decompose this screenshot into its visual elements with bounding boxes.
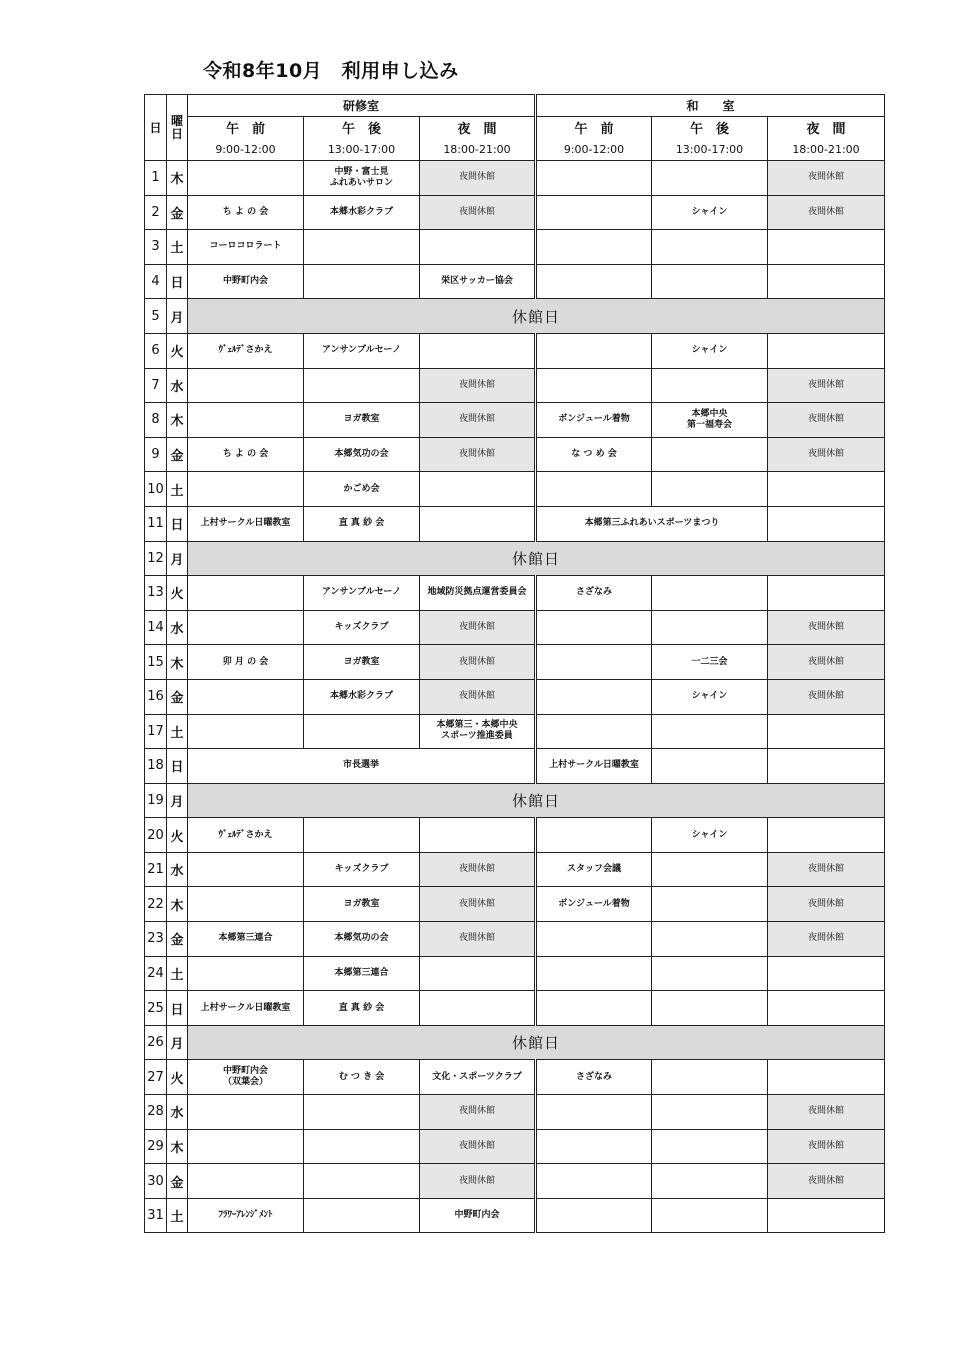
day-number: 7 bbox=[145, 368, 167, 403]
booking-cell bbox=[188, 576, 304, 611]
booking-cell bbox=[652, 368, 768, 403]
day-row bbox=[145, 922, 885, 957]
booking-cell bbox=[652, 749, 768, 784]
booking-cell bbox=[768, 576, 885, 611]
slot-header: 午 前 bbox=[536, 117, 652, 139]
booking-cell bbox=[536, 818, 652, 853]
booking-cell bbox=[304, 368, 420, 403]
booking-cell bbox=[188, 472, 304, 507]
weekday: 月 bbox=[167, 1025, 188, 1060]
booking-cell bbox=[652, 576, 768, 611]
day-number: 26 bbox=[145, 1025, 167, 1060]
day-row bbox=[145, 333, 885, 368]
booking-cell: 栄区サッカー協会 bbox=[420, 264, 536, 299]
day-number: 31 bbox=[145, 1198, 167, 1233]
night-closed-cell: 夜間休館 bbox=[420, 161, 536, 196]
booking-cell: 中野・富士見 ふれあいサロン bbox=[304, 161, 420, 196]
booking-cell: 直 真 紗 会 bbox=[304, 506, 420, 541]
weekday: 水 bbox=[167, 368, 188, 403]
booking-cell: 中野町内会 bbox=[420, 1198, 536, 1233]
booking-cell: ｳﾞｪﾙﾃﾞさかえ bbox=[188, 818, 304, 853]
slot-header: 午 後 bbox=[652, 117, 768, 139]
booking-cell: む つ き 会 bbox=[304, 1060, 420, 1095]
day-number: 4 bbox=[145, 264, 167, 299]
day-number: 15 bbox=[145, 645, 167, 680]
day-row bbox=[145, 264, 885, 299]
day-row bbox=[145, 437, 885, 472]
booking-cell: ち よ の 会 bbox=[188, 437, 304, 472]
day-row bbox=[145, 230, 885, 265]
day-row bbox=[145, 195, 885, 230]
booking-cell bbox=[652, 230, 768, 265]
night-closed-cell: 夜間休館 bbox=[768, 1095, 885, 1130]
night-closed-cell: 夜間休館 bbox=[420, 403, 536, 438]
day-row bbox=[145, 852, 885, 887]
day-row bbox=[145, 541, 885, 576]
day-row bbox=[145, 1198, 885, 1233]
booking-cell bbox=[768, 472, 885, 507]
night-closed-cell: 夜間休館 bbox=[420, 437, 536, 472]
day-number: 13 bbox=[145, 576, 167, 611]
day-row bbox=[145, 1025, 885, 1060]
weekday: 日 bbox=[167, 264, 188, 299]
booking-cell: 本郷中央 第一福寿会 bbox=[652, 403, 768, 438]
booking-cell bbox=[768, 749, 885, 784]
day-row bbox=[145, 714, 885, 749]
booking-cell: 本郷水彩クラブ bbox=[304, 195, 420, 230]
booking-cell: ﾌﾗﾜｰｱﾚﾝｼﾞﾒﾝﾄ bbox=[188, 1198, 304, 1233]
weekday: 土 bbox=[167, 1198, 188, 1233]
booking-cell bbox=[420, 472, 536, 507]
booking-cell bbox=[304, 818, 420, 853]
booking-cell bbox=[304, 1164, 420, 1199]
night-closed-cell: 夜間休館 bbox=[768, 887, 885, 922]
day-row bbox=[145, 991, 885, 1026]
day-row bbox=[145, 1164, 885, 1199]
booking-cell: シャイン bbox=[652, 195, 768, 230]
room-header-kenshu: 研修室 bbox=[188, 95, 536, 117]
night-closed-cell: 夜間休館 bbox=[420, 610, 536, 645]
weekday: 月 bbox=[167, 783, 188, 818]
closed-day-cell: 休館日 bbox=[188, 541, 885, 576]
booking-cell bbox=[188, 956, 304, 991]
booking-cell bbox=[768, 230, 885, 265]
day-number: 29 bbox=[145, 1129, 167, 1164]
day-row bbox=[145, 1095, 885, 1130]
weekday: 木 bbox=[167, 161, 188, 196]
booking-cell bbox=[652, 1198, 768, 1233]
night-closed-cell: 夜間休館 bbox=[420, 1095, 536, 1130]
day-row bbox=[145, 783, 885, 818]
booking-cell bbox=[420, 506, 536, 541]
booking-cell: コーロコロラート bbox=[188, 230, 304, 265]
booking-cell bbox=[536, 472, 652, 507]
booking-cell: ち よ の 会 bbox=[188, 195, 304, 230]
day-number: 3 bbox=[145, 230, 167, 265]
booking-cell: 一二三会 bbox=[652, 645, 768, 680]
room-header-washitsu: 和 室 bbox=[536, 95, 885, 117]
day-number: 28 bbox=[145, 1095, 167, 1130]
weekday: 金 bbox=[167, 437, 188, 472]
night-closed-cell: 夜間休館 bbox=[420, 195, 536, 230]
booking-cell bbox=[188, 403, 304, 438]
booking-cell bbox=[304, 230, 420, 265]
booking-cell: ｳﾞｪﾙﾃﾞさかえ bbox=[188, 333, 304, 368]
day-row bbox=[145, 1129, 885, 1164]
booking-cell bbox=[188, 368, 304, 403]
day-row bbox=[145, 576, 885, 611]
booking-cell: アンサンブルセーノ bbox=[304, 576, 420, 611]
booking-cell: ボンジュール着物 bbox=[536, 887, 652, 922]
booking-cell bbox=[188, 161, 304, 196]
booking-cell: 本郷第三連合 bbox=[188, 922, 304, 957]
day-number: 10 bbox=[145, 472, 167, 507]
day-row bbox=[145, 679, 885, 714]
weekday: 日 bbox=[167, 749, 188, 784]
weekday: 木 bbox=[167, 645, 188, 680]
day-row bbox=[145, 887, 885, 922]
booking-cell: シャイン bbox=[652, 818, 768, 853]
booking-cell bbox=[652, 1095, 768, 1130]
booking-cell bbox=[652, 991, 768, 1026]
time-header: 9:00-12:00 bbox=[188, 138, 304, 161]
booking-cell: スタッフ会議 bbox=[536, 852, 652, 887]
day-number: 17 bbox=[145, 714, 167, 749]
booking-cell bbox=[536, 1198, 652, 1233]
day-number: 1 bbox=[145, 161, 167, 196]
booking-cell bbox=[536, 610, 652, 645]
booking-cell bbox=[536, 1129, 652, 1164]
weekday: 金 bbox=[167, 195, 188, 230]
night-closed-cell: 夜間休館 bbox=[768, 195, 885, 230]
day-number: 18 bbox=[145, 749, 167, 784]
booking-cell bbox=[536, 645, 652, 680]
night-closed-cell: 夜間休館 bbox=[420, 852, 536, 887]
booking-cell bbox=[188, 1164, 304, 1199]
day-row bbox=[145, 472, 885, 507]
booking-cell: 本郷第三連合 bbox=[304, 956, 420, 991]
booking-cell bbox=[304, 1198, 420, 1233]
day-row bbox=[145, 610, 885, 645]
booking-cell bbox=[420, 333, 536, 368]
booking-cell bbox=[304, 1095, 420, 1130]
day-number: 30 bbox=[145, 1164, 167, 1199]
night-closed-cell: 夜間休館 bbox=[420, 1164, 536, 1199]
booking-cell bbox=[652, 437, 768, 472]
schedule-table bbox=[144, 94, 885, 1233]
booking-cell: ヨガ教室 bbox=[304, 887, 420, 922]
weekday: 木 bbox=[167, 1129, 188, 1164]
booking-cell: 本郷水彩クラブ bbox=[304, 679, 420, 714]
booking-cell bbox=[188, 887, 304, 922]
booking-cell bbox=[420, 230, 536, 265]
day-number: 22 bbox=[145, 887, 167, 922]
booking-cell: 市長選挙 bbox=[188, 749, 536, 784]
booking-cell bbox=[536, 264, 652, 299]
closed-day-cell: 休館日 bbox=[188, 1025, 885, 1060]
booking-cell: シャイン bbox=[652, 333, 768, 368]
day-number: 25 bbox=[145, 991, 167, 1026]
day-row bbox=[145, 506, 885, 541]
booking-cell bbox=[188, 679, 304, 714]
booking-cell bbox=[536, 333, 652, 368]
booking-cell bbox=[536, 230, 652, 265]
day-row bbox=[145, 749, 885, 784]
booking-cell: ボンジュール着物 bbox=[536, 403, 652, 438]
time-header: 13:00-17:00 bbox=[304, 138, 420, 161]
booking-cell: 本郷第三・本郷中央 スポーツ推進委員 bbox=[420, 714, 536, 749]
booking-cell: 中野町内会 bbox=[188, 264, 304, 299]
booking-cell bbox=[652, 610, 768, 645]
booking-cell bbox=[536, 1164, 652, 1199]
booking-cell: かごめ会 bbox=[304, 472, 420, 507]
booking-cell: 地域防災拠点運営委員会 bbox=[420, 576, 536, 611]
day-number: 14 bbox=[145, 610, 167, 645]
weekday: 水 bbox=[167, 852, 188, 887]
booking-cell bbox=[536, 1095, 652, 1130]
booking-cell bbox=[420, 956, 536, 991]
booking-cell: 直 真 紗 会 bbox=[304, 991, 420, 1026]
day-number: 8 bbox=[145, 403, 167, 438]
night-closed-cell: 夜間休館 bbox=[768, 645, 885, 680]
day-header: 日 bbox=[145, 95, 167, 161]
night-closed-cell: 夜間休館 bbox=[768, 161, 885, 196]
day-row bbox=[145, 368, 885, 403]
booking-cell bbox=[304, 264, 420, 299]
booking-cell: さざなみ bbox=[536, 576, 652, 611]
weekday: 火 bbox=[167, 333, 188, 368]
night-closed-cell: 夜間休館 bbox=[768, 1164, 885, 1199]
night-closed-cell: 夜間休館 bbox=[768, 679, 885, 714]
night-closed-cell: 夜間休館 bbox=[768, 1129, 885, 1164]
weekday: 土 bbox=[167, 956, 188, 991]
booking-cell bbox=[536, 922, 652, 957]
night-closed-cell: 夜間休館 bbox=[420, 645, 536, 680]
booking-cell: 文化・スポーツクラブ bbox=[420, 1060, 536, 1095]
night-closed-cell: 夜間休館 bbox=[420, 887, 536, 922]
booking-cell bbox=[536, 714, 652, 749]
weekday-header: 曜 日 bbox=[167, 95, 188, 161]
night-closed-cell: 夜間休館 bbox=[768, 368, 885, 403]
weekday: 金 bbox=[167, 1164, 188, 1199]
booking-cell: ヨガ教室 bbox=[304, 403, 420, 438]
booking-cell bbox=[420, 991, 536, 1026]
booking-cell bbox=[652, 161, 768, 196]
booking-cell: 本郷気功の会 bbox=[304, 922, 420, 957]
day-number: 16 bbox=[145, 679, 167, 714]
booking-cell: 卯 月 の 会 bbox=[188, 645, 304, 680]
booking-cell: さざなみ bbox=[536, 1060, 652, 1095]
booking-cell bbox=[652, 1129, 768, 1164]
booking-cell: 中野町内会 （双葉会） bbox=[188, 1060, 304, 1095]
day-number: 2 bbox=[145, 195, 167, 230]
booking-cell: ヨガ教室 bbox=[304, 645, 420, 680]
day-row bbox=[145, 1060, 885, 1095]
day-number: 27 bbox=[145, 1060, 167, 1095]
booking-cell: アンサンブルセーノ bbox=[304, 333, 420, 368]
booking-cell bbox=[536, 991, 652, 1026]
booking-cell bbox=[768, 714, 885, 749]
day-number: 23 bbox=[145, 922, 167, 957]
booking-cell: キッズクラブ bbox=[304, 610, 420, 645]
booking-cell bbox=[536, 195, 652, 230]
night-closed-cell: 夜間休館 bbox=[768, 922, 885, 957]
night-closed-cell: 夜間休館 bbox=[420, 368, 536, 403]
weekday: 日 bbox=[167, 506, 188, 541]
booking-cell bbox=[536, 368, 652, 403]
day-row bbox=[145, 956, 885, 991]
weekday: 土 bbox=[167, 472, 188, 507]
night-closed-cell: 夜間休館 bbox=[768, 852, 885, 887]
weekday: 金 bbox=[167, 922, 188, 957]
weekday: 水 bbox=[167, 1095, 188, 1130]
booking-cell bbox=[768, 1198, 885, 1233]
booking-cell bbox=[188, 1095, 304, 1130]
weekday: 木 bbox=[167, 887, 188, 922]
night-closed-cell: 夜間休館 bbox=[420, 922, 536, 957]
slot-header: 午 後 bbox=[304, 117, 420, 139]
slot-header: 夜 間 bbox=[420, 117, 536, 139]
closed-day-cell: 休館日 bbox=[188, 783, 885, 818]
booking-cell bbox=[652, 956, 768, 991]
weekday: 木 bbox=[167, 403, 188, 438]
booking-cell bbox=[768, 1060, 885, 1095]
night-closed-cell: 夜間休館 bbox=[768, 403, 885, 438]
day-row bbox=[145, 818, 885, 853]
night-closed-cell: 夜間休館 bbox=[420, 1129, 536, 1164]
booking-cell: 上村サークル日曜教室 bbox=[188, 506, 304, 541]
booking-cell bbox=[536, 161, 652, 196]
day-number: 11 bbox=[145, 506, 167, 541]
weekday: 月 bbox=[167, 541, 188, 576]
time-header: 9:00-12:00 bbox=[536, 138, 652, 161]
weekday: 火 bbox=[167, 818, 188, 853]
day-row bbox=[145, 645, 885, 680]
booking-cell bbox=[188, 610, 304, 645]
weekday: 月 bbox=[167, 299, 188, 334]
booking-cell bbox=[536, 679, 652, 714]
page-title: 令和8年10月 利用申し込み bbox=[203, 60, 459, 82]
night-closed-cell: 夜間休館 bbox=[420, 679, 536, 714]
weekday: 火 bbox=[167, 1060, 188, 1095]
closed-day-cell: 休館日 bbox=[188, 299, 885, 334]
booking-cell bbox=[652, 852, 768, 887]
booking-cell bbox=[652, 922, 768, 957]
booking-cell bbox=[536, 956, 652, 991]
booking-cell: な つ め 会 bbox=[536, 437, 652, 472]
slot-header: 午 前 bbox=[188, 117, 304, 139]
day-row bbox=[145, 161, 885, 196]
booking-cell bbox=[652, 1164, 768, 1199]
booking-cell: 本郷気功の会 bbox=[304, 437, 420, 472]
booking-cell: シャイン bbox=[652, 679, 768, 714]
weekday: 土 bbox=[167, 230, 188, 265]
booking-cell bbox=[304, 714, 420, 749]
weekday: 金 bbox=[167, 679, 188, 714]
weekday: 日 bbox=[167, 991, 188, 1026]
day-number: 20 bbox=[145, 818, 167, 853]
booking-cell: 上村サークル日曜教室 bbox=[188, 991, 304, 1026]
day-number: 12 bbox=[145, 541, 167, 576]
day-number: 19 bbox=[145, 783, 167, 818]
booking-cell: キッズクラブ bbox=[304, 852, 420, 887]
night-closed-cell: 夜間休館 bbox=[768, 437, 885, 472]
day-number: 9 bbox=[145, 437, 167, 472]
weekday: 火 bbox=[167, 576, 188, 611]
booking-cell bbox=[768, 991, 885, 1026]
day-number: 6 bbox=[145, 333, 167, 368]
weekday: 水 bbox=[167, 610, 188, 645]
day-row bbox=[145, 403, 885, 438]
booking-cell bbox=[188, 714, 304, 749]
time-header: 13:00-17:00 bbox=[652, 138, 768, 161]
booking-cell bbox=[420, 818, 536, 853]
time-header: 18:00-21:00 bbox=[420, 138, 536, 161]
day-number: 24 bbox=[145, 956, 167, 991]
booking-cell bbox=[768, 264, 885, 299]
booking-cell: 本郷第三ふれあいスポーツまつり bbox=[536, 506, 768, 541]
booking-cell bbox=[652, 1060, 768, 1095]
night-closed-cell: 夜間休館 bbox=[768, 610, 885, 645]
booking-cell bbox=[768, 956, 885, 991]
booking-cell bbox=[768, 818, 885, 853]
booking-cell bbox=[652, 714, 768, 749]
day-row bbox=[145, 299, 885, 334]
time-header: 18:00-21:00 bbox=[768, 138, 885, 161]
weekday: 土 bbox=[167, 714, 188, 749]
booking-cell bbox=[652, 472, 768, 507]
booking-cell bbox=[304, 1129, 420, 1164]
booking-cell bbox=[652, 887, 768, 922]
day-number: 21 bbox=[145, 852, 167, 887]
booking-cell bbox=[188, 852, 304, 887]
slot-header: 夜 間 bbox=[768, 117, 885, 139]
booking-cell bbox=[188, 1129, 304, 1164]
booking-cell: 上村サークル日曜教室 bbox=[536, 749, 652, 784]
day-number: 5 bbox=[145, 299, 167, 334]
booking-cell bbox=[768, 333, 885, 368]
booking-cell bbox=[652, 264, 768, 299]
booking-cell bbox=[768, 506, 885, 541]
